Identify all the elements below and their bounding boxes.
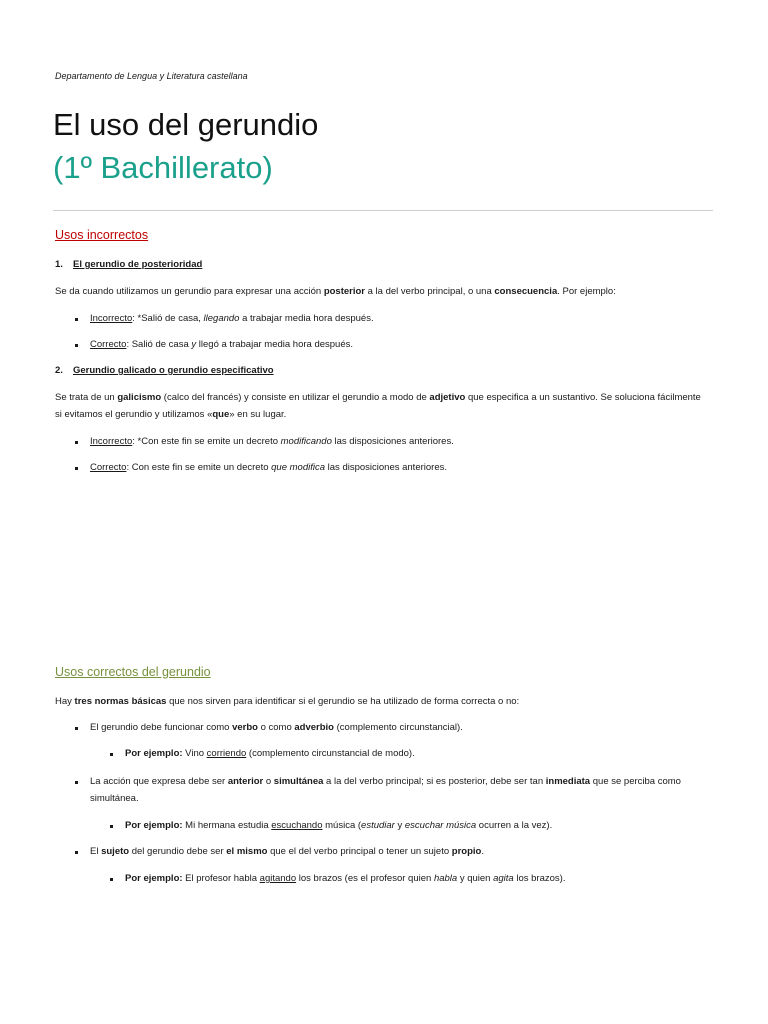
rule-line: simultánea. (90, 792, 139, 804)
item-heading-posterioridad (55, 259, 202, 270)
section-heading-incorrect: Usos incorrectos (55, 228, 149, 242)
bullet-square-icon (75, 467, 78, 470)
paragraph-line: Se trata de un galicismo (calco del francés) y consiste en utilizar el gerundio a modo de adjetivo que especifica a un sustantivo. Se soluciona fácilmente (55, 392, 701, 403)
item-title: El gerundio de posterioridad (73, 259, 203, 270)
item-number: 1. (55, 259, 63, 270)
rule-item-2 (73, 774, 713, 807)
bullet-square-icon (110, 825, 113, 828)
bullet-square-icon (110, 878, 113, 881)
bullet-square-icon (75, 781, 78, 784)
item-heading-galicado (55, 365, 274, 376)
example-item-1: Por ejemplo: Vino corriendo (complemento circunstancial de modo). (109, 746, 719, 763)
rule-item-1: El gerundio debe funcionar como verbo o como adverbio (complemento circunstancial). (73, 720, 713, 737)
page-subtitle: (1º Bachillerato) (53, 150, 273, 185)
section-heading-correct: Usos correctos del gerundio (55, 665, 211, 679)
paragraph-galicado (55, 390, 725, 423)
rule-item-3: El sujeto del gerundio debe ser el mismo que el del verbo principal o tener un sujeto propio. (73, 844, 713, 861)
bullet-square-icon (75, 318, 78, 321)
page-title: El uso del gerundio (53, 107, 319, 142)
example-item-3: Por ejemplo: El profesor habla agitando los brazos (es el profesor quien habla y quien agita los brazos). (109, 871, 719, 888)
paragraph-line: si evitamos el gerundio y utilizamos «que» en su lugar. (55, 408, 287, 420)
divider (53, 210, 713, 211)
bullet-square-icon (75, 727, 78, 730)
department-header: Departamento de Lengua y Literatura castellana (55, 71, 248, 81)
item-title: Gerundio galicado o gerundio especificativo (73, 365, 274, 376)
rule-line: La acción que expresa debe ser anterior o simultánea a la del verbo principal; si es posterior, debe ser tan inmediata que se perciba como (90, 776, 681, 787)
list-item-correcto-2: Correcto: Con este fin se emite un decreto que modifica las disposiciones anteriores. (73, 460, 713, 477)
list-item-incorrecto-2: Incorrecto: *Con este fin se emite un decreto modificando las disposiciones anteriores. (73, 434, 713, 451)
list-item-incorrecto-1: Incorrecto: *Salió de casa, llegando a trabajar media hora después. (73, 311, 713, 328)
list-item-correcto-1: Correcto: Salió de casa y llegó a trabajar media hora después. (73, 337, 713, 354)
bullet-square-icon (75, 851, 78, 854)
bullet-square-icon (110, 753, 113, 756)
example-item-2: Por ejemplo: Mi hermana estudia escuchando música (estudiar y escuchar música ocurren a la vez). (109, 818, 719, 835)
paragraph-intro-correct: Hay tres normas básicas que nos sirven para identificar si el gerundio se ha utilizado de forma correcta o no: (55, 696, 520, 707)
paragraph-posterioridad: Se da cuando utilizamos un gerundio para expresar una acción posterior a la del verbo principal, o una consecuencia. Por ejemplo: (55, 286, 616, 297)
item-number: 2. (55, 365, 63, 376)
bullet-square-icon (75, 344, 78, 347)
bullet-square-icon (75, 441, 78, 444)
